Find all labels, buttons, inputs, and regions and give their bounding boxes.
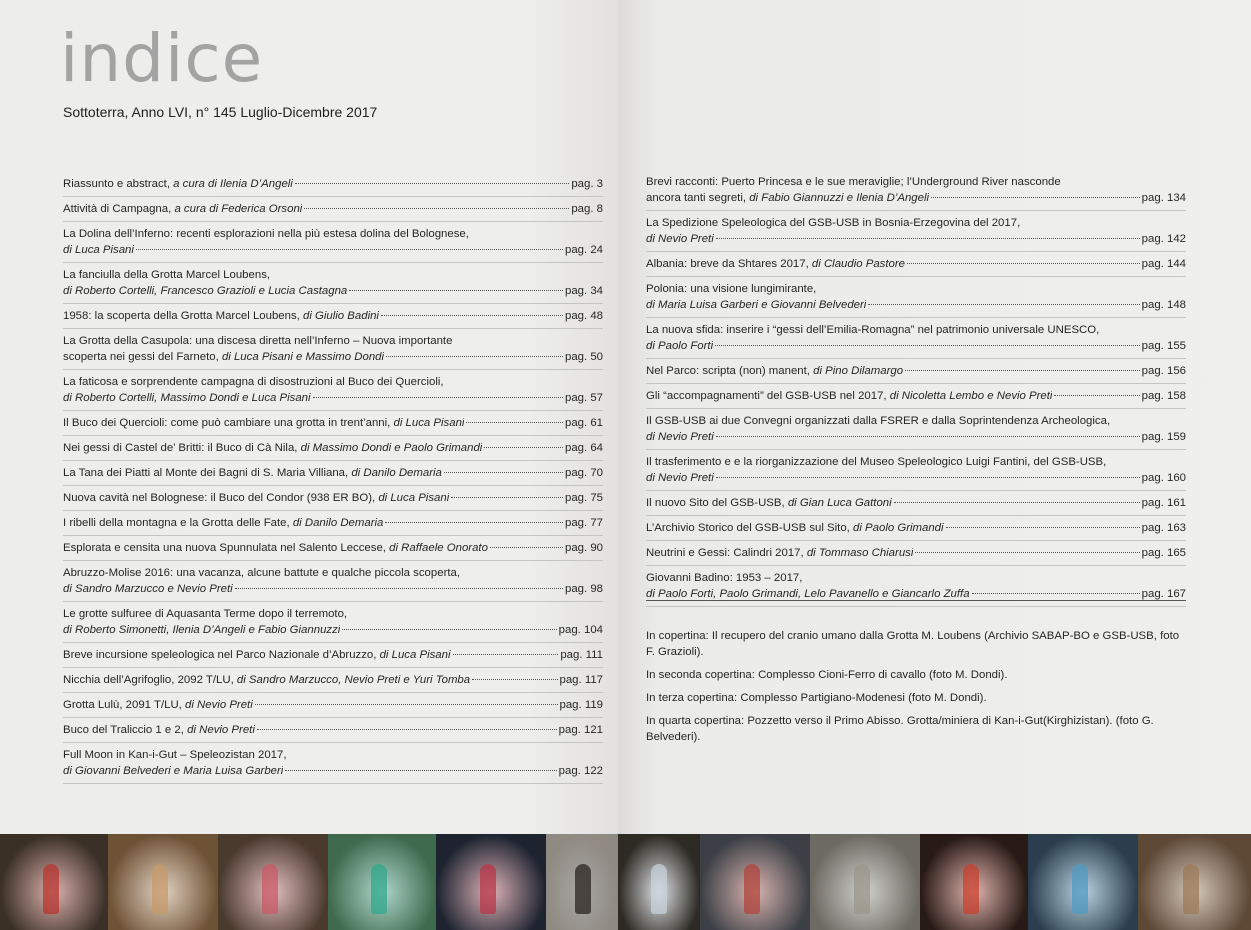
page-number: pag. 90 [564, 542, 603, 554]
page-number: pag. 50 [564, 351, 603, 363]
toc-entry-text [63, 515, 383, 531]
cover-credit: In quarta copertina: Pozzetto verso il Primo Abisso. Grotta/miniera di Kan-i-Gut(Kirghizistan). (foto G. Belvederi). [646, 715, 1154, 743]
toc-entry-text [646, 413, 1110, 429]
toc-title: Nel Parco: scripta (non) manent, [646, 365, 814, 377]
toc-entry-line [63, 672, 603, 688]
dot-leader [972, 593, 1140, 594]
toc-title: La faticosa e sorprendente campagna di disostruzioni al Buco dei Quercioli, [63, 376, 444, 388]
toc-entry-text [63, 697, 253, 713]
page-title: indice [60, 20, 264, 97]
toc-entry [646, 170, 1186, 211]
page-number: pag. 122 [558, 765, 603, 777]
toc-entry [646, 359, 1186, 384]
toc-entry-text [63, 622, 340, 638]
toc-entry-text [63, 176, 293, 192]
photo-subject-shape [744, 864, 760, 914]
toc-entry-text [646, 297, 866, 313]
dot-leader [466, 422, 563, 423]
dot-leader [451, 497, 563, 498]
toc-entry-line [646, 454, 1186, 470]
toc-entry [63, 329, 603, 370]
toc-entry [63, 172, 603, 197]
cavers-group-photo [0, 834, 108, 930]
dot-leader [235, 588, 563, 589]
toc-left-column [63, 172, 603, 784]
photo-subject-shape [1183, 864, 1199, 914]
toc-entry-line [63, 201, 603, 217]
cave-entrance-light-photo [618, 834, 700, 930]
dot-leader [1054, 395, 1139, 396]
toc-author: di Giulio Badini [302, 310, 379, 322]
toc-entry-line [63, 647, 603, 663]
toc-entry-line [63, 390, 603, 406]
photo-strip-right [618, 834, 1251, 930]
toc-entry-text [646, 363, 903, 379]
dot-leader [285, 770, 556, 771]
toc-entry-line [63, 697, 603, 713]
page-number: pag. 75 [564, 492, 603, 504]
toc-author: di Luca Pisani [379, 649, 451, 661]
dot-leader [381, 315, 563, 316]
toc-entry [646, 541, 1186, 566]
toc-title: Il nuovo Sito del GSB-USB, [646, 497, 788, 509]
toc-entry-line [63, 283, 603, 299]
toc-author: a cura di Ilenia D’Angeli [173, 178, 293, 190]
page-number: pag. 159 [1141, 431, 1186, 443]
dot-leader [716, 436, 1140, 437]
dot-leader [342, 629, 556, 630]
toc-entry-line [646, 520, 1186, 536]
dot-leader [931, 197, 1140, 198]
toc-entry-line [646, 215, 1186, 231]
toc-entry-text [63, 374, 444, 390]
dot-leader [946, 527, 1140, 528]
issue-subtitle: Sottoterra, Anno LVI, n° 145 Luglio-Dicembre 2017 [63, 104, 378, 120]
toc-author: di Pino Dilamargo [813, 365, 904, 377]
left-page [0, 0, 618, 930]
toc-entry [63, 197, 603, 222]
page-number: pag. 98 [564, 583, 603, 595]
toc-author: di Luca Pisani e Massimo Dondi [221, 351, 385, 363]
toc-title: La fanciulla della Grotta Marcel Loubens, [63, 269, 271, 281]
photo-subject-shape [371, 864, 387, 914]
cover-credits [646, 628, 1191, 752]
toc-entry-line [63, 374, 603, 390]
toc-entry-text [63, 308, 379, 324]
toc-entry [63, 304, 603, 329]
toc-title: Il Buco dei Quercioli: come può cambiare una grotta in trent’anni, [63, 417, 394, 429]
toc-entry [646, 491, 1186, 516]
toc-entry [63, 222, 603, 263]
toc-author: di Raffaele Onorato [389, 542, 488, 554]
dot-leader [255, 704, 558, 705]
toc-entry [63, 263, 603, 304]
toc-entry [646, 409, 1186, 450]
toc-title: Albania: breve da Shtares 2017, [646, 258, 812, 270]
toc-title: Nei gessi di Castel de’ Britti: il Buco di Cà Nila, [63, 442, 301, 454]
toc-entry [63, 643, 603, 668]
toc-title: Neutrini e Gessi: Calindri 2017, [646, 547, 807, 559]
toc-title: La Spedizione Speleologica del GSB-USB in Bosnia-Erzegovina del 2017, [646, 217, 1021, 229]
cover-credit: In copertina: Il recupero del cranio umano dalla Grotta M. Loubens (Archivio SABAP-BO e GSB-USB, foto F. Grazioli). [646, 630, 1180, 658]
toc-entry-line [646, 256, 1186, 272]
page-number: pag. 161 [1141, 497, 1186, 509]
page-number: pag. 158 [1141, 390, 1186, 402]
toc-entry [63, 411, 603, 436]
dot-leader [349, 290, 563, 291]
toc-entry-line [63, 415, 603, 431]
toc-entry [63, 486, 603, 511]
toc-entry-text [646, 281, 816, 297]
toc-author: di Danilo Demaria [351, 467, 442, 479]
toc-entry [63, 693, 603, 718]
toc-entry [646, 516, 1186, 541]
page-number: pag. 24 [564, 244, 603, 256]
dot-leader [868, 304, 1139, 305]
toc-title: Il GSB-USB ai due Convegni organizzati dalla FSRER e dalla Soprintendenza Archeologica, [646, 415, 1111, 427]
page-number: pag. 34 [564, 285, 603, 297]
toc-entry-text [63, 747, 287, 763]
toc-title: Breve incursione speleologica nel Parco Nazionale d’Abruzzo, [63, 649, 380, 661]
dot-leader [304, 208, 569, 209]
toc-title: Nuova cavità nel Bolognese: il Buco del Condor (938 ER BO), [63, 492, 379, 504]
toc-author: di Roberto Simonetti, Ilenia D’Angeli e Fabio Giannuzzi [63, 624, 341, 636]
toc-entry-line [63, 606, 603, 622]
toc-entry-text [63, 242, 134, 258]
toc-entry [63, 461, 603, 486]
toc-entry [646, 384, 1186, 409]
toc-entry-text [63, 201, 302, 217]
toc-title: La Grotta della Casupola: una discesa diretta nell’Inferno – Nuova importante [63, 335, 453, 347]
page-number: pag. 163 [1141, 522, 1186, 534]
toc-entry-text [646, 338, 713, 354]
caver-rope-descent-photo [218, 834, 328, 930]
toc-entry-text [646, 454, 1106, 470]
toc-entry-text [63, 333, 452, 349]
dot-leader [453, 654, 559, 655]
toc-entry-line [63, 349, 603, 365]
toc-entry-text [63, 267, 270, 283]
dot-leader [716, 238, 1140, 239]
dot-leader [386, 356, 563, 357]
dot-leader [444, 472, 563, 473]
toc-title: Full Moon in Kan-i-Gut – Speleozistan 2017, [63, 749, 287, 761]
dot-leader [484, 447, 563, 448]
page-number: pag. 77 [564, 517, 603, 529]
toc-author: di Danilo Demaria [292, 517, 384, 529]
toc-author: di Sandro Marzucco e Nevio Preti [63, 583, 233, 595]
toc-entry-line [646, 429, 1186, 445]
dot-leader [490, 547, 563, 548]
green-pool-photo [328, 834, 436, 930]
toc-title: Il trasferimento e e la riorganizzazione del Museo Speleologico Luigi Fantini, del GSB-USB, [646, 456, 1107, 468]
toc-author: di Paolo Forti, Paolo Grimandi, Lelo Pavanello e Giancarlo Zuffa [646, 588, 970, 600]
page-number: pag. 156 [1141, 365, 1186, 377]
dot-leader [385, 522, 563, 523]
toc-author: di Fabio Giannuzzi e Ilenia D’Angeli [749, 192, 930, 204]
page-number: pag. 3 [571, 178, 603, 190]
toc-entry-line [63, 490, 603, 506]
toc-entry-line [63, 622, 603, 638]
page-number: pag. 111 [560, 649, 603, 661]
toc-entry-line [63, 465, 603, 481]
toc-entry [646, 318, 1186, 359]
dot-leader [313, 397, 563, 398]
toc-entry-text [63, 581, 233, 597]
toc-right-column [646, 170, 1186, 607]
toc-title: Gli “accompagnamenti” del GSB-USB nel 2017, [646, 390, 890, 402]
page-number: pag. 155 [1141, 340, 1186, 352]
toc-entry-line [646, 570, 1186, 586]
toc-entry-line [646, 388, 1186, 404]
toc-entry-line [63, 540, 603, 556]
toc-entry-text [63, 672, 470, 688]
toc-title: Brevi racconti: Puerto Princesa e le sue meraviglie; l’Underground River nasconde [646, 176, 1061, 188]
toc-entry-text [63, 763, 283, 779]
toc-entry-line [63, 515, 603, 531]
toc-entry-text [63, 490, 449, 506]
photo-subject-shape [854, 864, 870, 914]
toc-author: di Maria Luisa Garberi e Giovanni Belvederi [646, 299, 867, 311]
toc-author: di Claudio Pastore [811, 258, 905, 270]
toc-author: di Nevio Preti [187, 724, 255, 736]
caver-headlamp-photo [920, 834, 1028, 930]
toc-entry [63, 436, 603, 461]
toc-entry [63, 536, 603, 561]
toc-title: La Dolina dell’Inferno: recenti esplorazioni nella più estesa dolina del Bolognese, [63, 228, 469, 240]
toc-entry-text [646, 256, 905, 272]
toc-author: di Luca Pisani [393, 417, 465, 429]
page-number: pag. 119 [559, 699, 603, 711]
page-number: pag. 117 [559, 674, 603, 686]
toc-entry [63, 718, 603, 743]
toc-entry [63, 561, 603, 602]
toc-entry [63, 743, 603, 784]
toc-author: di Giovanni Belvederi e Maria Luisa Garberi [63, 765, 284, 777]
dot-leader [715, 345, 1140, 346]
toc-entry [63, 602, 603, 643]
dot-leader [905, 370, 1140, 371]
toc-author: di Nevio Preti [646, 472, 714, 484]
toc-entry-text [646, 231, 714, 247]
toc-author: di Luca Pisani [378, 492, 450, 504]
dot-leader [907, 263, 1140, 264]
photo-subject-shape [152, 864, 168, 914]
page-number: pag. 8 [571, 203, 603, 215]
toc-author: di Gian Luca Gattoni [787, 497, 892, 509]
mine-tunnel-photo [1138, 834, 1251, 930]
toc-author: di Nevio Preti [646, 431, 714, 443]
photo-subject-shape [1072, 864, 1088, 914]
toc-title: I ribelli della montagna e la Grotta delle Fate, [63, 517, 293, 529]
toc-entry-line [646, 338, 1186, 354]
page-number: pag. 64 [564, 442, 603, 454]
toc-author: di Paolo Grimandi [853, 522, 944, 534]
toc-entry-text [63, 390, 311, 406]
toc-author: di Luca Pisani [63, 244, 134, 256]
toc-entry-text [646, 495, 892, 511]
page-number: pag. 134 [1141, 192, 1186, 204]
toc-entry-text [63, 722, 255, 738]
cover-credit: In terza copertina: Complesso Partigiano-Modenesi (foto M. Dondi). [646, 692, 987, 704]
photo-subject-shape [575, 864, 591, 914]
toc-entry [63, 370, 603, 411]
toc-author: di Roberto Cortelli, Massimo Dondi e Luca Pisani [63, 392, 311, 404]
toc-entry [63, 668, 603, 693]
cover-credit: In seconda copertina: Complesso Cioni-Ferro di cavallo (foto M. Dondi). [646, 669, 1008, 681]
toc-entry-text [646, 174, 1061, 190]
toc-title: Buco del Traliccio 1 e 2, [63, 724, 188, 736]
toc-author: di Tommaso Chiarusi [806, 547, 914, 559]
toc-entry-text [63, 415, 464, 431]
toc-author: a cura di Federica Orsoni [174, 203, 303, 215]
dot-leader [716, 477, 1140, 478]
page-number: pag. 167 [1141, 588, 1186, 600]
toc-entry-line [646, 174, 1186, 190]
photo-subject-shape [480, 864, 496, 914]
toc-entry [646, 211, 1186, 252]
toc-entry-text [646, 190, 929, 206]
toc-entry [646, 277, 1186, 318]
photo-subject-shape [262, 864, 278, 914]
toc-title: Grotta Lulù, 2091 T/LU, [63, 699, 185, 711]
page-number: pag. 160 [1141, 472, 1186, 484]
toc-entry-line [646, 322, 1186, 338]
toc-entry-text [646, 470, 714, 486]
toc-entry-text [646, 570, 802, 586]
toc-entry-line [63, 722, 603, 738]
page-number: pag. 61 [564, 417, 603, 429]
toc-entry-line [63, 763, 603, 779]
toc-entry-line [63, 267, 603, 283]
toc-author: di Sandro Marzucco, Nevio Preti e Yuri Tomba [236, 674, 471, 686]
caver-dark-wall-photo [436, 834, 546, 930]
toc-title: scoperta nei gessi del Farneto, [63, 351, 222, 363]
toc-title: Le grotte sulfuree di Aquasanta Terme dopo il terremoto, [63, 608, 348, 620]
toc-entry-text [646, 388, 1052, 404]
dot-leader [136, 249, 563, 250]
toc-entry-text [63, 540, 488, 556]
toc-entry-text [63, 565, 460, 581]
toc-entry-line [646, 297, 1186, 313]
toc-entry-line [646, 281, 1186, 297]
toc-entry-text [63, 226, 469, 242]
toc-entry-line [63, 333, 603, 349]
toc-entry-text [63, 349, 384, 365]
section-divider [646, 600, 1186, 601]
toc-entry-text [63, 465, 442, 481]
toc-entry-text [63, 647, 451, 663]
photo-subject-shape [43, 864, 59, 914]
toc-title: La Tana dei Piatti al Monte dei Bagni di S. Maria Villiana, [63, 467, 352, 479]
toc-title: 1958: la scoperta della Grotta Marcel Loubens, [63, 310, 303, 322]
page-number: pag. 70 [564, 467, 603, 479]
page-number: pag. 57 [564, 392, 603, 404]
toc-author: di Nevio Preti [646, 233, 714, 245]
toc-title: La nuova sfida: inserire i “gessi dell’Emilia-Romagna” nel patrimonio universale UNESCO, [646, 324, 1100, 336]
toc-title: Abruzzo-Molise 2016: una vacanza, alcune battute e qualche piccola scoperta, [63, 567, 461, 579]
page-number: pag. 144 [1141, 258, 1186, 270]
dot-leader [472, 679, 557, 680]
toc-entry-text [646, 520, 944, 536]
toc-author: di Roberto Cortelli, Francesco Grazioli e Lucia Castagna [63, 285, 348, 297]
toc-entry [63, 511, 603, 536]
toc-author: di Nicoletta Lembo e Nevio Preti [889, 390, 1053, 402]
toc-entry-line [63, 226, 603, 242]
page-number: pag. 165 [1141, 547, 1186, 559]
toc-title: L’Archivio Storico del GSB-USB sul Sito, [646, 522, 854, 534]
toc-entry-line [63, 440, 603, 456]
toc-entry-text [63, 283, 347, 299]
toc-title: Riassunto e abstract, [63, 178, 174, 190]
toc-title: Attività di Campagna, [63, 203, 175, 215]
people-in-cave-photo [810, 834, 920, 930]
caver-gallery-photo [700, 834, 810, 930]
toc-entry-text [646, 429, 714, 445]
toc-title: Polonia: una visione lungimirante, [646, 283, 817, 295]
page-number: pag. 148 [1141, 299, 1186, 311]
toc-entry-text [646, 322, 1099, 338]
toc-entry-text [646, 545, 913, 561]
dot-leader [894, 502, 1140, 503]
toc-entry [646, 450, 1186, 491]
blue-cave-shaft-photo [1028, 834, 1138, 930]
toc-entry-line [63, 747, 603, 763]
photo-subject-shape [963, 864, 979, 914]
toc-author: di Massimo Dondi e Paolo Grimandi [300, 442, 483, 454]
toc-author: di Paolo Forti [646, 340, 714, 352]
toc-author: di Nevio Preti [185, 699, 253, 711]
photo-strip-left [0, 834, 618, 930]
page-number: pag. 104 [558, 624, 603, 636]
page-number: pag. 121 [558, 724, 603, 736]
toc-entry-line [63, 176, 603, 192]
toc-title: Esplorata e censita una nuova Spunnulata nel Salento Leccese, [63, 542, 390, 554]
caver-silhouette-photo [546, 834, 618, 930]
page-number: pag. 48 [564, 310, 603, 322]
toc-entry-line [646, 231, 1186, 247]
toc-entry [646, 252, 1186, 277]
toc-entry-line [63, 242, 603, 258]
toc-entry-line [646, 470, 1186, 486]
toc-entry-line [646, 363, 1186, 379]
skull-in-rock-photo [108, 834, 218, 930]
toc-entry-line [646, 545, 1186, 561]
toc-entry-line [63, 581, 603, 597]
page-number: pag. 142 [1141, 233, 1186, 245]
toc-title: ancora tanti segreti, [646, 192, 750, 204]
toc-entry-line [646, 190, 1186, 206]
toc-entry-text [63, 606, 347, 622]
dot-leader [915, 552, 1139, 553]
toc-title: Giovanni Badino: 1953 – 2017, [646, 572, 803, 584]
toc-entry-line [63, 565, 603, 581]
photo-subject-shape [651, 864, 667, 914]
dot-leader [257, 729, 557, 730]
toc-entry-line [63, 308, 603, 324]
toc-entry-text [63, 440, 482, 456]
toc-entry-text [646, 215, 1020, 231]
toc-entry-line [646, 413, 1186, 429]
toc-entry-line [646, 495, 1186, 511]
dot-leader [295, 183, 569, 184]
toc-title: Nicchia dell’Agrifoglio, 2092 T/LU, [63, 674, 237, 686]
